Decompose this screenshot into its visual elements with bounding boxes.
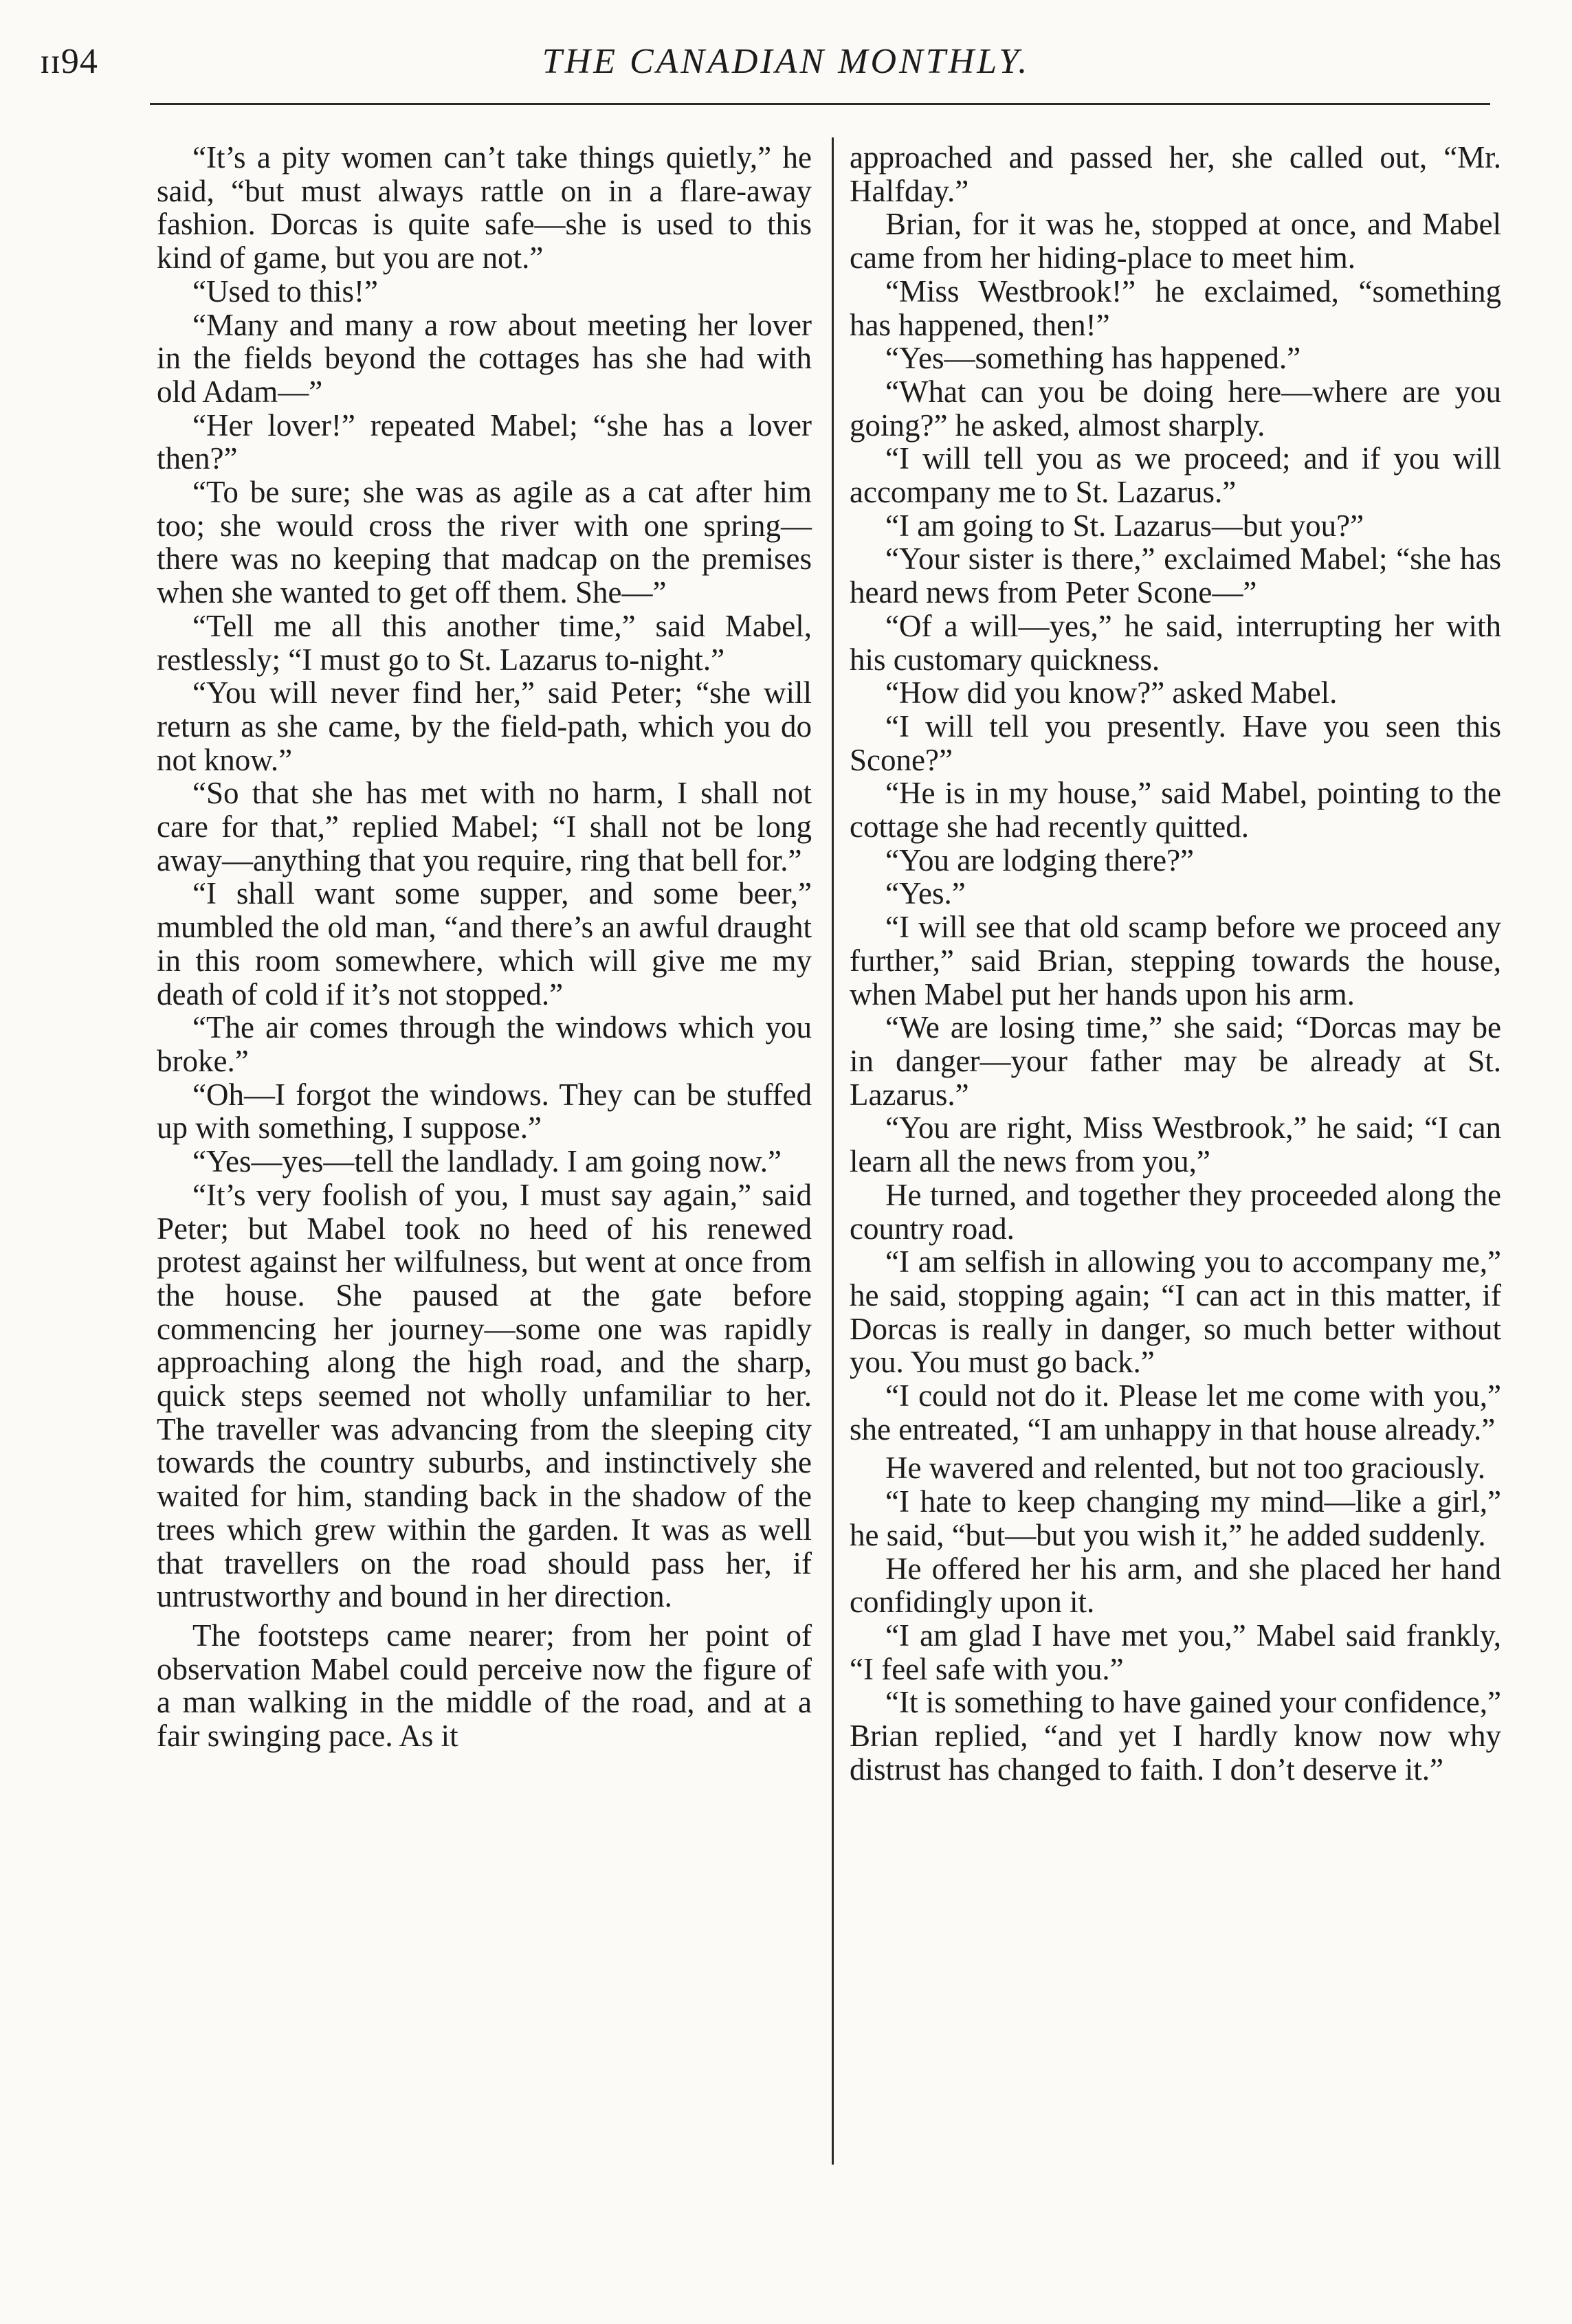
paragraph: “I am glad I have met you,” Mabel said frankly, “I feel safe with you.”	[850, 1618, 1501, 1686]
paragraph: “Yes—yes—tell the landlady. I am going now.”	[192, 1144, 782, 1179]
paragraph: “Her lover!” repeated Mabel; “she has a lover then?”	[157, 407, 812, 476]
paragraph: Brian, for it was he, stopped at once, and Mabel came from her hiding-place to meet him.	[850, 207, 1501, 276]
running-title: THE CANADIAN MONTHLY.	[542, 42, 1030, 81]
paragraph: “What can you be doing here—where are you going?” he asked, almost sharply.	[850, 374, 1501, 443]
paragraph: “Oh—I forgot the windows. They can be stuffed up with something, I suppose.”	[157, 1077, 812, 1146]
paragraph: “We are losing time,” she said; “Dorcas may be in danger—your father may be already at St. Lazarus.”	[850, 1010, 1501, 1112]
paragraph: “It’s a pity women can’t take things quietly,” he said, “but must always rattle on in a flare-away fashion. Dorcas is quite safe—she is used to this kind of game, but you are not.”	[157, 140, 812, 276]
column-divider	[832, 137, 834, 2165]
paragraph: “Tell me all this another time,” said Mabel, restlessly; “I must go to St. Lazarus to-night.”	[157, 608, 812, 677]
paragraph: He wavered and relented, but not too graciously.	[885, 1451, 1486, 1486]
paragraph: “Many and many a row about meeting her lover in the fields beyond the cottages has she had with old Adam—”	[157, 307, 812, 409]
paragraph: “I will tell you as we proceed; and if you will accompany me to St. Lazarus.”	[850, 441, 1501, 510]
paragraph: “I am going to St. Lazarus—but you?”	[885, 508, 1364, 543]
paragraph: “You are lodging there?”	[885, 842, 1195, 878]
paragraph: “Used to this!”	[192, 273, 378, 309]
paragraph: “Yes—something has happened.”	[885, 341, 1301, 376]
paragraph: “You will never find her,” said Peter; “she will return as she came, by the field-path, which you do not know.”	[157, 675, 812, 777]
header-rule	[150, 103, 1490, 105]
paragraph: “I could not do it. Please let me come with you,” she entreated, “I am unhappy in that house already.”	[850, 1378, 1501, 1446]
left-column	[157, 141, 812, 1753]
paragraph: “Yes.”	[885, 876, 966, 911]
paragraph: “I will tell you presently. Have you seen this Scone?”	[850, 708, 1501, 777]
page-number: ɪɪ94	[40, 42, 98, 81]
paragraph: “The air comes through the windows which you broke.”	[157, 1010, 812, 1078]
paragraph: “I am selfish in allowing you to accompany me,” he said, stopping again; “I can act in this matter, if Dorcas is really in danger, so much better without you. You must go back.”	[850, 1244, 1501, 1380]
paragraph: “I hate to keep changing my mind—like a girl,” he said, “but—but you wish it,” he added suddenly.	[850, 1484, 1501, 1552]
paragraph: “So that she has met with no harm, I shall not care for that,” replied Mabel; “I shall not be long away—anything that you require, ring that bell for.”	[157, 776, 812, 878]
paragraph: “You are right, Miss Westbrook,” he said; “I can learn all the news from you,”	[850, 1110, 1501, 1179]
right-column	[850, 141, 1501, 1786]
paragraph: “He is in my house,” said Mabel, pointing to the cottage she had recently quitted.	[850, 776, 1501, 845]
paragraph: “Your sister is there,” exclaimed Mabel; “she has heard news from Peter Scone—”	[850, 541, 1501, 610]
paragraph: “How did you know?” asked Mabel.	[885, 675, 1338, 711]
paragraph: “It is something to have gained your confidence,” Brian replied, “and yet I hardly know now why distrust has changed to faith. I don’t deserve it.”	[850, 1685, 1501, 1787]
paragraph: “Miss Westbrook!” he exclaimed, “something has happened, then!”	[850, 273, 1501, 342]
paragraph: “I will see that old scamp before we proceed any further,” said Brian, stepping towards the house, when Mabel put her hands upon his arm.	[850, 910, 1501, 1012]
paragraph: He turned, and together they proceeded along the country road.	[850, 1177, 1501, 1246]
paragraph: “Of a will—yes,” he said, interrupting her with his customary quickness.	[850, 608, 1501, 677]
paragraph: “To be sure; she was as agile as a cat after him too; she would cross the river with one spring—there was no keeping that madcap on the premises when she wanted to get off them. She—”	[157, 475, 812, 610]
paragraph: “I shall want some supper, and some beer,” mumbled the old man, “and there’s an awful draught in this room somewhere, which will give me my death of cold if it’s not stopped.”	[157, 876, 812, 1012]
paragraph: The footsteps came nearer; from her point of observation Mabel could perceive now the figure of a man walking in the middle of the road, and at a fair swinging pace. As it	[157, 1618, 812, 1754]
paragraph: approached and passed her, she called out, “Mr. Halfday.”	[850, 140, 1501, 208]
paragraph: He offered her his arm, and she placed her hand confidingly upon it.	[850, 1551, 1501, 1620]
paragraph: “It’s very foolish of you, I must say again,” said Peter; but Mabel took no heed of his renewed protest against her wilfulness, but went at once from the house. She paused at the gate before commencing her journey—some one was rapidly approaching along the high road, and the sharp, quick steps seemed not wholly unfamiliar to her. The traveller was advancing from the sleeping city towards the country suburbs, and instinctively she waited for him, standing back in the shadow of the trees which grew within the garden. It was as well that travellers on the road should pass her, if untrustworthy and bound in her direction.	[157, 1177, 812, 1614]
